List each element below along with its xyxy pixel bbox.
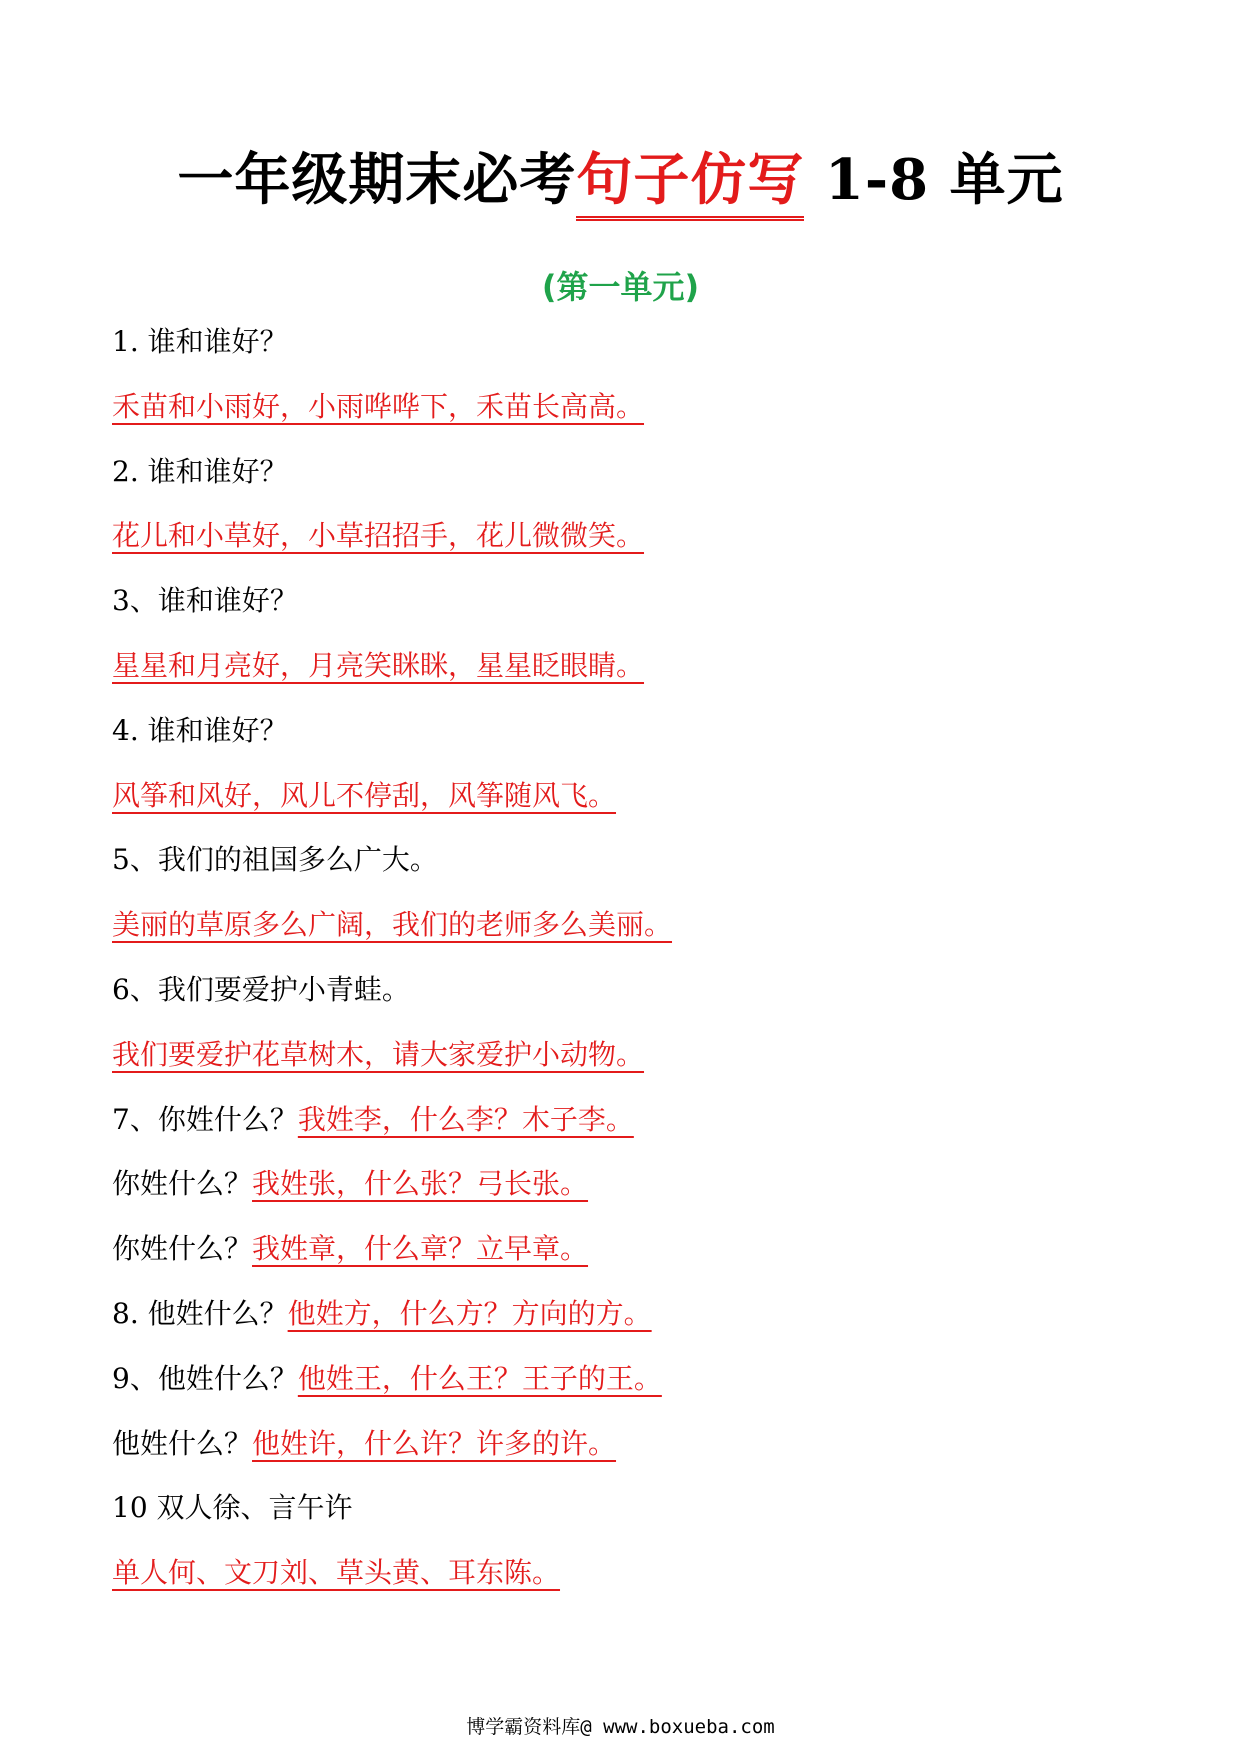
exercise-line	[112, 1164, 1152, 1229]
exercise-line	[112, 840, 1152, 905]
prompt-text: 3、谁和谁好？	[112, 584, 298, 618]
title-highlight: 句子仿写	[576, 150, 804, 221]
exercise-line	[112, 452, 1152, 517]
answer-text: 我姓章，什么章？立早章。	[252, 1232, 589, 1266]
exercise-line	[112, 581, 1152, 646]
title-suffix: 1-8 单元	[804, 147, 1064, 213]
exercise-line	[112, 970, 1152, 1035]
prompt-text: 他姓什么？	[112, 1426, 253, 1460]
exercise-line	[112, 1553, 1152, 1618]
page-title	[0, 147, 1241, 221]
exercise-line	[112, 1424, 1152, 1489]
exercise-line	[112, 1229, 1152, 1294]
exercise-line	[112, 387, 1152, 452]
exercise-line	[112, 905, 1152, 970]
footer-watermark: 博学霸资料库@ www.boxueba.com	[466, 1716, 775, 1738]
prompt-text: 10 双人徐、言午许	[112, 1491, 353, 1525]
exercise-line	[112, 516, 1152, 581]
exercise-list	[112, 322, 1152, 1618]
prompt-text: 7、你姓什么？	[112, 1102, 298, 1136]
exercise-line	[112, 1294, 1152, 1359]
exercise-line	[112, 776, 1152, 841]
answer-text: 他姓方，什么方？方向的方。	[287, 1296, 652, 1330]
answer-text: 单人何、文刀刘、草头黄、耳东陈。	[112, 1556, 561, 1590]
exercise-line	[112, 322, 1152, 387]
answer-text: 风筝和风好，风儿不停刮，风筝随风飞。	[112, 778, 617, 812]
prompt-text: 4. 谁和谁好？	[112, 713, 288, 747]
exercise-line	[112, 1100, 1152, 1165]
prompt-text: 6、我们要爱护小青蛙。	[112, 972, 410, 1006]
prompt-text: 5、我们的祖国多么广大。	[112, 843, 438, 877]
exercise-line	[112, 711, 1152, 776]
title-prefix: 一年级期末必考	[177, 147, 577, 213]
answer-text: 美丽的草原多么广阔，我们的老师多么美丽。	[112, 908, 673, 942]
exercise-line	[112, 1035, 1152, 1100]
answer-text: 我姓张，什么张？弓长张。	[252, 1167, 589, 1201]
answer-text: 我姓李，什么李？木子李。	[297, 1102, 634, 1136]
prompt-text: 1. 谁和谁好？	[112, 325, 288, 358]
answer-text: 我们要爱护花草树木，请大家爱护小动物。	[112, 1037, 645, 1071]
exercise-line	[112, 1488, 1152, 1553]
exercise-line	[112, 1359, 1152, 1424]
unit-subtitle: (第一单元)	[541, 268, 700, 306]
answer-text: 他姓王，什么王？王子的王。	[297, 1361, 662, 1395]
prompt-text: 你姓什么？	[112, 1232, 253, 1266]
answer-text: 他姓许，什么许？许多的许。	[252, 1426, 617, 1460]
answer-text: 禾苗和小雨好，小雨哗哗下，禾苗长高高。	[112, 389, 645, 423]
exercise-line	[112, 646, 1152, 711]
prompt-text: 2. 谁和谁好？	[112, 454, 288, 488]
prompt-text: 9、他姓什么？	[112, 1361, 298, 1395]
answer-text: 星星和月亮好，月亮笑眯眯，星星眨眼睛。	[112, 648, 645, 682]
prompt-text: 你姓什么？	[112, 1167, 253, 1201]
answer-text: 花儿和小草好，小草招招手，花儿微微笑。	[112, 519, 645, 553]
prompt-text: 8. 他姓什么？	[112, 1296, 288, 1330]
